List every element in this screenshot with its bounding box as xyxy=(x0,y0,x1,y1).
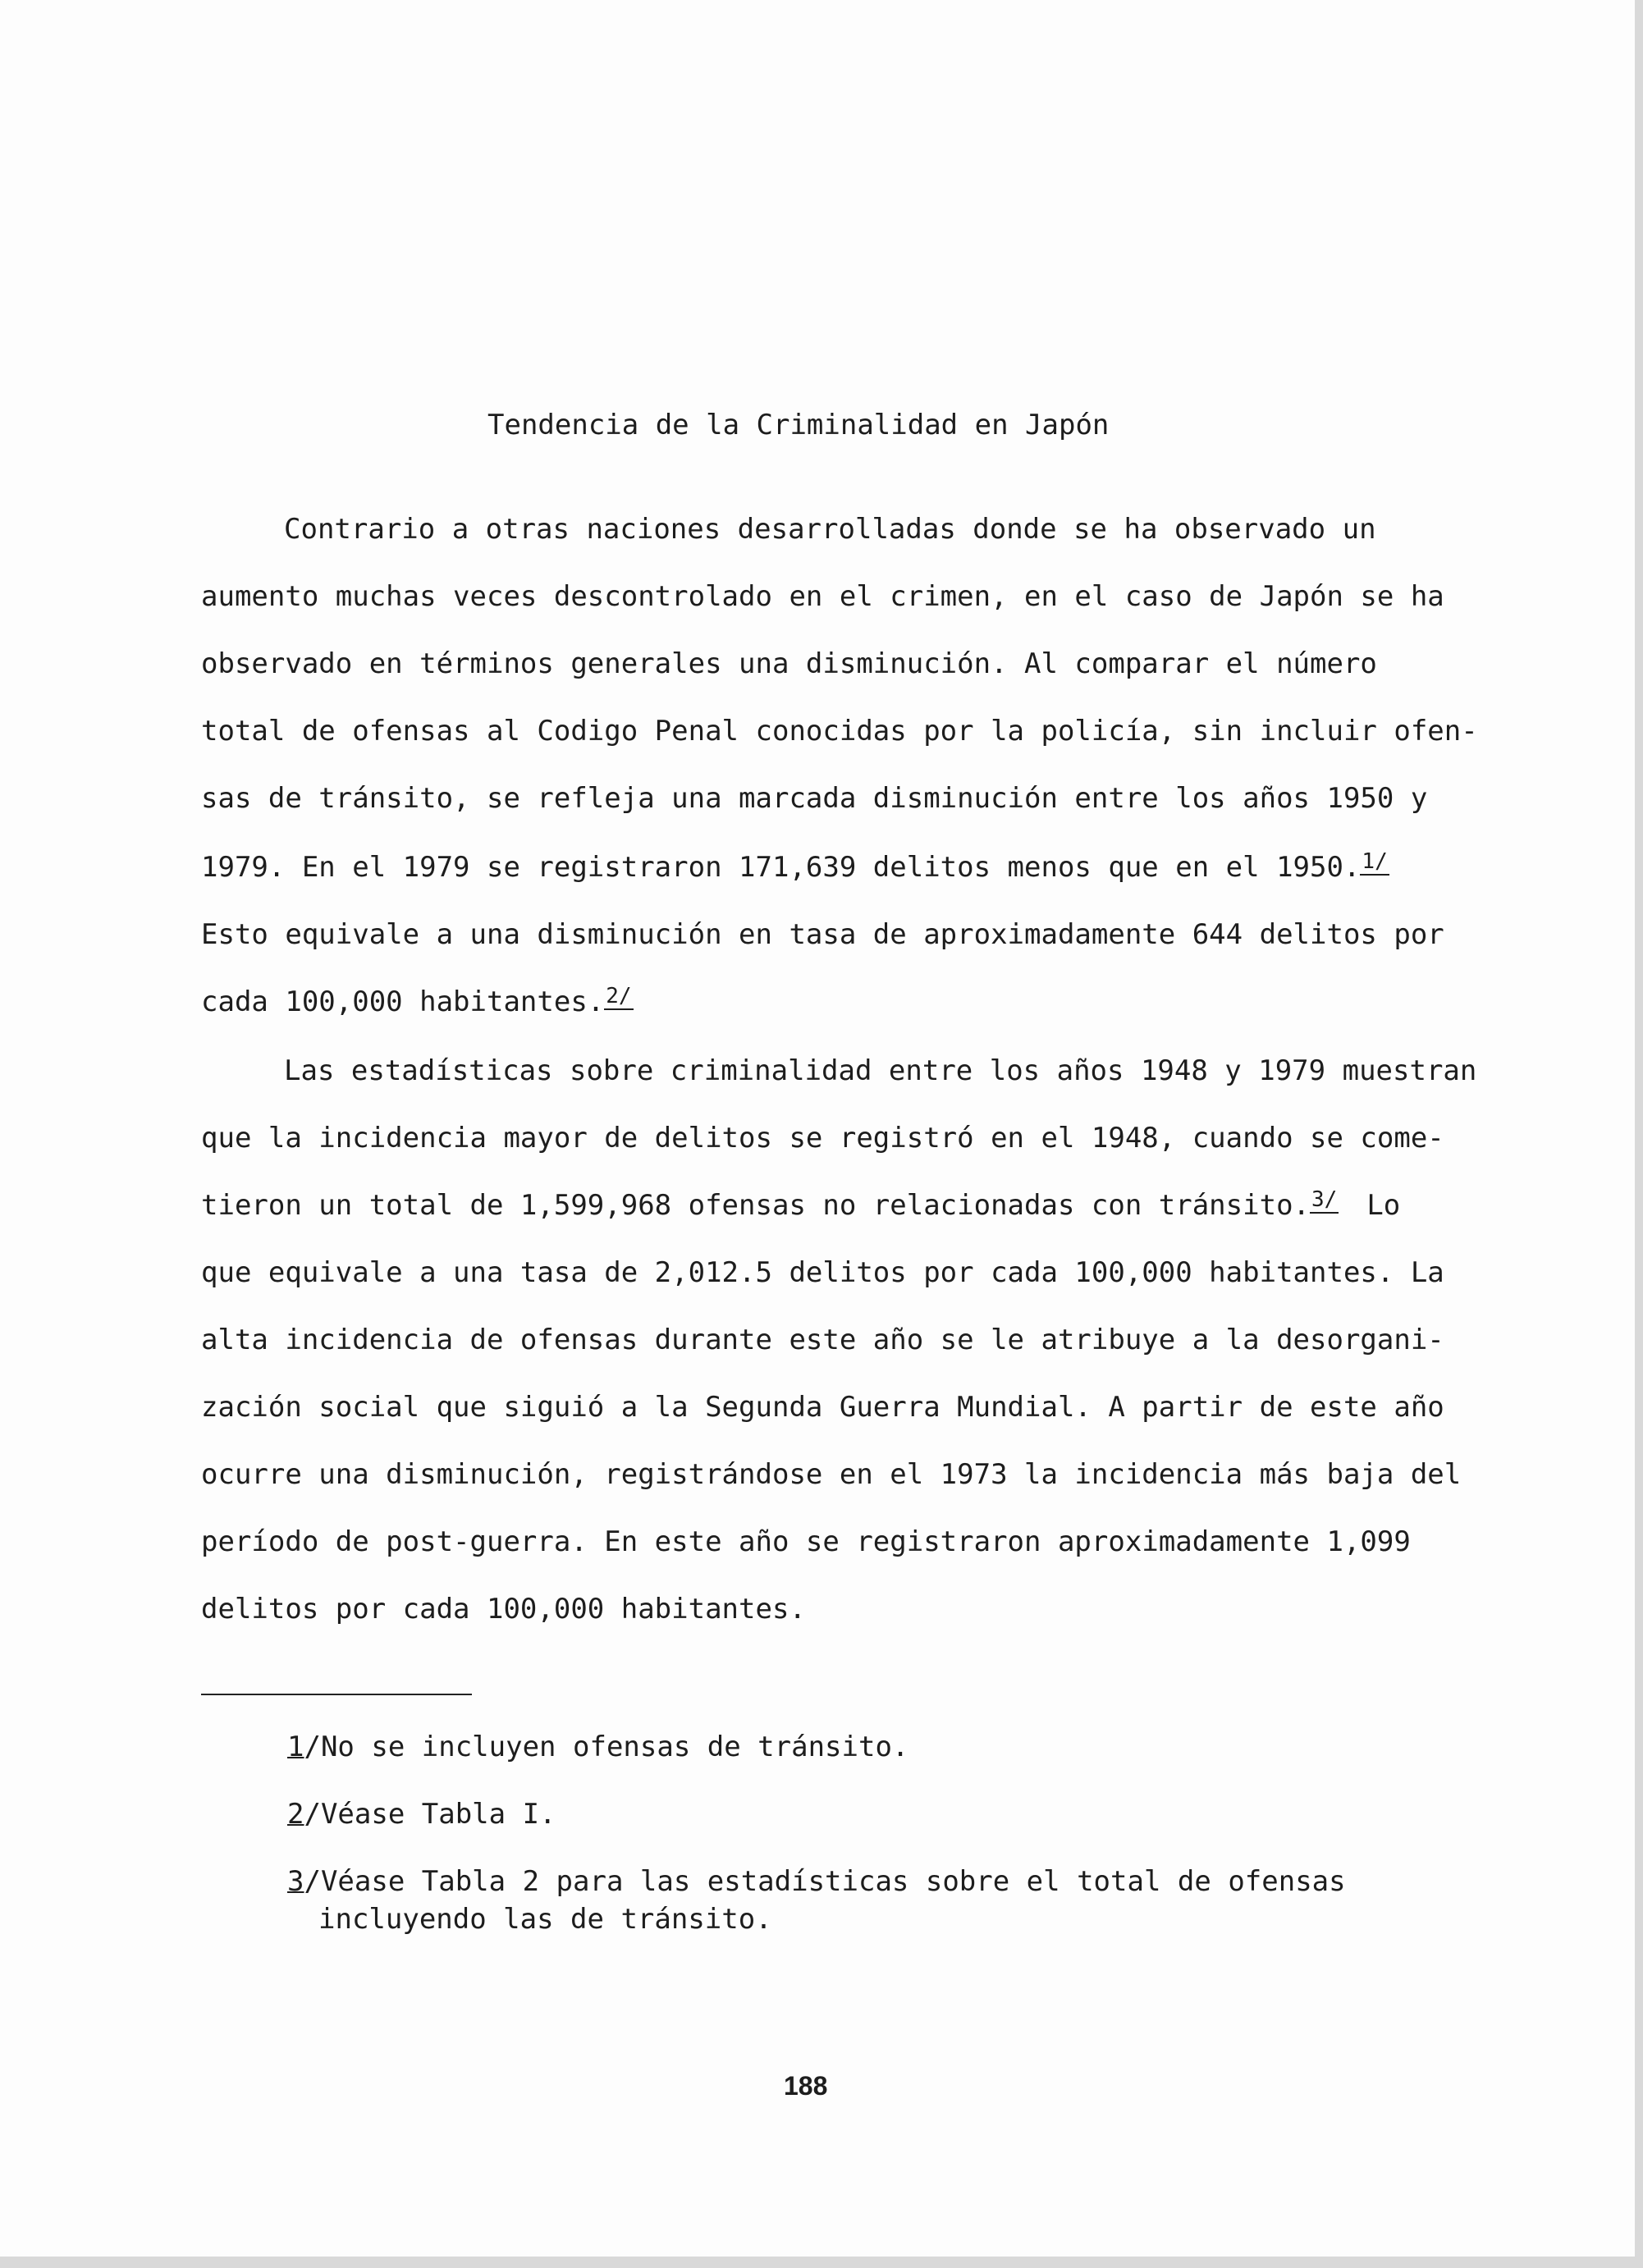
paragraph-2-line-7: ocurre una disminución, registrándose en el 1973 la incidencia más baja del xyxy=(201,1458,1462,1491)
footnote-3-text: /Véase Tabla 2 para las estadísticas sobre el total de ofensas xyxy=(304,1865,1346,1898)
paragraph-2-line-8: período de post-guerra. En este año se registraron aproximadamente 1,099 xyxy=(201,1525,1411,1558)
footnote-2-text: /Véase Tabla I. xyxy=(304,1798,556,1831)
paragraph-2-line-5: alta incidencia de ofensas durante este año se le atribuye a la desorgani- xyxy=(201,1324,1444,1356)
footnote-3-continuation: incluyendo las de tránsito. xyxy=(318,1903,772,1936)
footnote-3-number: 3 xyxy=(287,1865,304,1898)
footnote-3 xyxy=(287,1865,1346,1898)
paragraph-1-line-8-text: cada 100,000 habitantes. xyxy=(201,985,605,1018)
paragraph-1-line-4: total de ofensas al Codigo Penal conocidas por la policía, sin incluir ofen- xyxy=(201,715,1478,748)
paragraph-2-line-2: que la incidencia mayor de delitos se registró en el 1948, cuando se come- xyxy=(201,1122,1444,1155)
footnote-separator xyxy=(201,1694,472,1695)
paragraph-1-line-7: Esto equivale a una disminución en tasa de aproximadamente 644 delitos por xyxy=(201,918,1444,951)
footnote-ref-1: 1/ xyxy=(1362,849,1388,874)
paragraph-2-line-6: zación social que siguió a la Segunda Guerra Mundial. A partir de este año xyxy=(201,1391,1444,1424)
paragraph-1-line-6 xyxy=(201,849,1389,884)
paragraph-1-line-1: Contrario a otras naciones desarrolladas donde se ha observado un xyxy=(284,513,1376,546)
footnote-1 xyxy=(287,1733,908,1761)
paragraph-1-line-3: observado en términos generales una disminución. Al comparar el número xyxy=(201,647,1377,680)
footnote-1-number: 1 xyxy=(287,1731,304,1763)
paragraph-1-line-2: aumento muchas veces descontrolado en el crimen, en el caso de Japón se ha xyxy=(201,580,1444,613)
paragraph-2-line-3 xyxy=(201,1187,1401,1222)
footnote-ref-3: 3/ xyxy=(1311,1187,1338,1212)
footnote-2 xyxy=(287,1798,556,1831)
paragraph-2-line-1: Las estadísticas sobre criminalidad entre los años 1948 y 1979 muestran xyxy=(284,1054,1477,1087)
footnote-2-number: 2 xyxy=(287,1798,304,1831)
paragraph-2-line-3-tail: Lo xyxy=(1366,1189,1401,1222)
paragraph-1-line-6-text: 1979. En el 1979 se registraron 171,639 delitos menos que en el 1950. xyxy=(201,851,1361,884)
paragraph-2-line-9: delitos por cada 100,000 habitantes. xyxy=(201,1593,806,1626)
paragraph-1-line-8 xyxy=(201,984,634,1018)
page-number: 188 xyxy=(784,2071,828,2101)
footnote-ref-2: 2/ xyxy=(606,984,632,1008)
paragraph-2-line-4: que equivale a una tasa de 2,012.5 delitos por cada 100,000 habitantes. La xyxy=(201,1256,1444,1289)
footnote-1-text: /No se incluyen ofensas de tránsito. xyxy=(304,1731,909,1763)
paragraph-2-line-3-text: tieron un total de 1,599,968 ofensas no relacionadas con tránsito. xyxy=(201,1189,1311,1222)
paragraph-1-line-5: sas de tránsito, se refleja una marcada disminución entre los años 1950 y xyxy=(201,782,1428,815)
document-title: Tendencia de la Criminalidad en Japón xyxy=(487,409,1110,441)
